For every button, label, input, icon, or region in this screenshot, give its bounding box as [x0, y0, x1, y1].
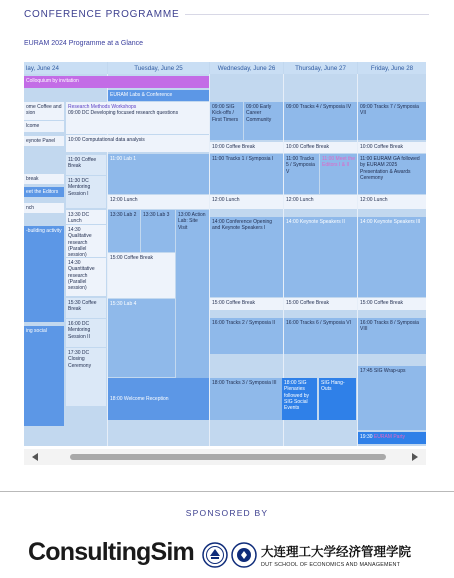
session-wed-coffee-1[interactable]: 10:00 Coffee Break [210, 142, 283, 153]
session-dc-coffee-2[interactable]: 15:30 Coffee Break [66, 298, 106, 318]
session-lunch[interactable]: nch [24, 203, 64, 213]
session-dc-mentoring-1[interactable]: 11:30 DC Mentoring Session I [66, 176, 106, 208]
session-tracks-4[interactable]: 09:00 Tracks 4 / Symposia IV [284, 102, 357, 140]
session-tracks-7[interactable]: 09:00 Tracks 7 / Symposia VII [358, 102, 426, 140]
session-thu-coffee-2[interactable]: 15:00 Coffee Break [284, 298, 357, 310]
session-dc-closing[interactable]: 17:30 DC Closing Ceremony [66, 348, 106, 406]
workshop-title: Research Methods Workshops [68, 104, 137, 110]
dut-name-chinese: 大连理工大学经济管理学院 [261, 544, 412, 559]
session-lab-1[interactable] [108, 154, 209, 194]
section-rule [185, 14, 429, 15]
workshop-desc: 09:00 DC Developing focused research questions [68, 110, 179, 117]
section-title: CONFERENCE PROGRAMME [24, 9, 180, 20]
session-team-building[interactable]: -building activity [24, 226, 64, 322]
session-tracks-1[interactable]: 11:00 Tracks 1 / Symposia I [210, 154, 283, 194]
session-tracks-2[interactable]: 16:00 Tracks 2 / Symposia II [210, 318, 283, 354]
scroll-left-icon[interactable] [32, 453, 38, 461]
session-dc-lunch[interactable]: 13:30 DC Lunch [66, 210, 106, 224]
consultingsim-logo[interactable]: ConsultingSim [28, 538, 194, 566]
session-quantitative[interactable]: 14:30 Quantitative research (Parallel session) [66, 258, 106, 296]
session-tracks-6[interactable]: 16:00 Tracks 6 / Symposia VI [284, 318, 357, 354]
dut-name-english: DUT SCHOOL OF ECONOMICS AND MANAGEMENT [261, 562, 401, 568]
meet-editors-label: 11:00 Meet the Editors I & II [322, 156, 355, 169]
session-sig-plenaries[interactable]: 18:00 SIG Plenaries followed by SIG Social Events [282, 378, 317, 420]
session-tuesday-lunch[interactable]: 12:00 Lunch [108, 195, 209, 209]
scrollbar-thumb[interactable] [70, 454, 386, 460]
dut-name [261, 542, 411, 568]
session-dc-coffee[interactable]: 11:00 Coffee Break [66, 155, 106, 175]
session-conference-opening[interactable]: 14:00 Conference Opening and Keynote Speakers I [210, 217, 283, 297]
session-early-career[interactable]: 09:00 Early Career Community [244, 102, 283, 140]
horizontal-scrollbar[interactable] [24, 449, 426, 465]
session-wed-coffee-2[interactable]: 15:00 Coffee Break [210, 298, 283, 310]
party-time: 19:30 [360, 434, 373, 440]
party-label: EURAM Party [373, 434, 406, 440]
session-tracks-5[interactable]: 11:00 Tracks 5 / Symposia V [284, 154, 319, 194]
day-header-monday: lay, June 24 [24, 62, 107, 74]
session-research-workshops[interactable] [66, 102, 209, 134]
session-fri-coffee-1[interactable]: 10:00 Coffee Break [358, 142, 426, 153]
session-wed-lunch[interactable]: 12:00 Lunch [210, 195, 283, 209]
session-keynote-3[interactable] [358, 217, 426, 297]
session-evening-social[interactable]: ing social [24, 326, 64, 426]
session-meet-editors[interactable]: eet the Editors [24, 187, 64, 197]
day-header-friday: Friday, June 28 [358, 62, 426, 74]
session-welcome[interactable]: lcome [24, 121, 64, 132]
session-thu-coffee-1[interactable]: 10:00 Coffee Break [284, 142, 357, 153]
session-euram-party[interactable] [358, 432, 426, 444]
session-lab-4[interactable] [108, 299, 175, 377]
programme-schedule[interactable] [24, 62, 426, 446]
session-sig-kickoffs[interactable]: 09:00 SIG Kick-offs / First Timers [210, 102, 243, 140]
session-welcome-reception[interactable]: 18:00 Welcome Reception [108, 378, 209, 420]
session-lab-2[interactable]: 13:30 Lab 2 [108, 210, 140, 252]
lab-4-label: 15:30 Lab 4 [110, 301, 137, 307]
session-euram-ga[interactable]: 11:00 EURAM GA followed by EURAM 2025 Presentation & Awards Ceremony [358, 154, 426, 194]
session-fri-lunch[interactable]: 12:00 Lunch [358, 195, 426, 209]
keynote-3-label: 14:00 Keynote Speakers III [360, 219, 421, 225]
session-labs-conference[interactable]: EURAM Labs & Conference [108, 90, 209, 101]
session-thu-lunch[interactable]: 12:00 Lunch [284, 195, 357, 209]
dut-seal-icon [202, 542, 228, 568]
session-meet-editors-thu[interactable] [320, 154, 357, 194]
session-tracks-8[interactable]: 16:00 Tracks 8 / Symposia VIII [358, 318, 426, 354]
session-dc-mentoring-2[interactable]: 16:00 DC Mentoring Session II [66, 319, 106, 347]
session-tuesday-coffee[interactable]: 15:00 Coffee Break [108, 253, 175, 298]
session-welcome-coffee[interactable]: ome Coffee and sion [24, 102, 64, 120]
session-keynote-panel[interactable]: eynote Panel [24, 136, 64, 146]
sem-emblem-icon [231, 542, 257, 568]
scroll-right-icon[interactable] [412, 453, 418, 461]
session-coffee-break[interactable]: break [24, 174, 64, 184]
day-header-thursday: Thursday, June 27 [284, 62, 357, 74]
session-action-lab[interactable]: 13:00 Action Lab: Site Visit [176, 210, 209, 378]
footer-divider [0, 491, 454, 492]
session-lab-3[interactable]: 13:30 Lab 3 [141, 210, 175, 252]
session-computational-analysis[interactable]: 10:00 Computational data analysis [66, 135, 209, 152]
section-header [24, 9, 429, 20]
session-colloquium[interactable]: Colloquium by invitation [24, 76, 209, 88]
sponsored-by-heading: SPONSORED BY [185, 508, 269, 518]
session-sig-hangouts[interactable]: SIG Hang-Outs [319, 378, 356, 420]
keynote-2-label: 14:00 Keynote Speakers II [286, 219, 345, 225]
session-fri-coffee-2[interactable]: 15:00 Coffee Break [358, 298, 426, 310]
day-header-wednesday: Wednesday, June 26 [210, 62, 283, 74]
session-tracks-3[interactable]: 18:00 Tracks 3 / Symposia III [210, 378, 283, 420]
programme-title: EURAM 2024 Programme at a Glance [24, 40, 144, 47]
session-keynote-2[interactable] [284, 217, 357, 297]
dut-logo[interactable] [202, 542, 411, 568]
session-sig-wrapups[interactable]: 17:45 SIG Wrap-ups [358, 366, 426, 430]
session-qualitative[interactable]: 14:30 Qualitative research (Parallel session) [66, 225, 106, 257]
lab-1-label: 11:00 Lab 1 [110, 156, 137, 162]
day-header-tuesday: Tuesday, June 25 [108, 62, 209, 74]
